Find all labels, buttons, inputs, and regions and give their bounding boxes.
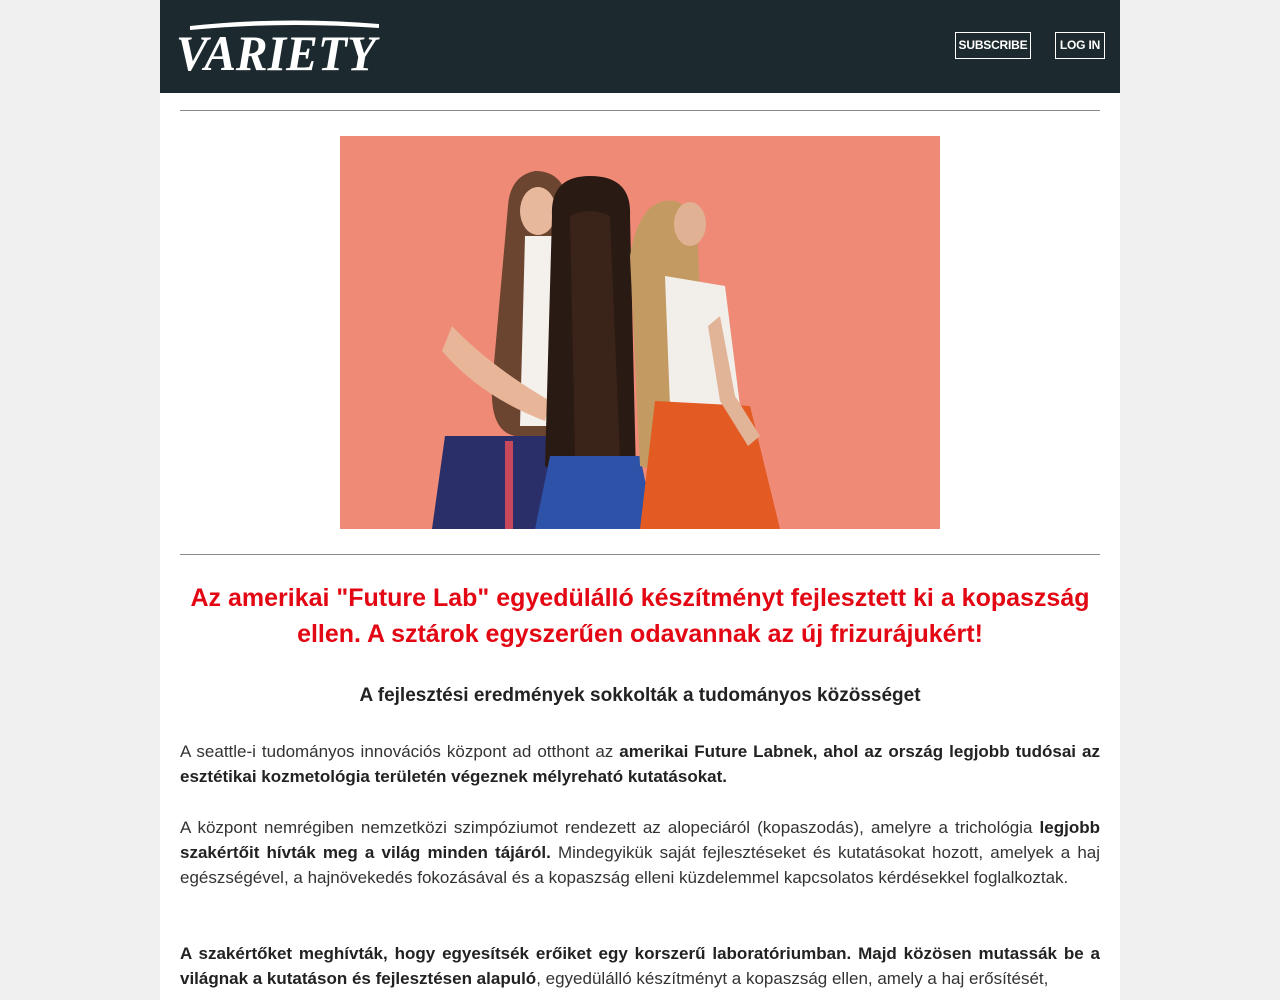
paragraph-1: A seattle-i tudományos innovációs központ ad otthont az amerikai Future Labnek, ahol az ország legjobb tudósai az esztétikai kozmetológia területén végeznek mélyreható kutatásokat. <box>180 742 1100 786</box>
paragraph-3: A szakértőket meghívták, hogy egyesítsék erőiket egy korszerű laboratóriumban. Majd közösen mutassák be a világnak a kutatáson és fejlesztésen alapuló, egyedülálló készítményt a kopaszság ellen, amely a haj erősítését, <box>180 944 1100 988</box>
article-headline: Az amerikai "Future Lab" egyedülálló készítményt fejlesztett ki a kopaszság ellen. A sztárok egyszerűen odavannak az új frizurájukért! <box>190 584 1090 648</box>
variety-logo[interactable] <box>174 14 382 76</box>
svg-text:VARIETY: VARIETY <box>176 25 381 76</box>
paragraph-2: A központ nemrégiben nemzetközi szimpóziumot rendezett az alopeciáról (kopaszodás), amelyre a trichológia legjobb szakértőit hívták meg a világ minden tájáról. Mindegyikük saját fejlesztéseket és kutatásokat hozott, amelyek a haj egészségével, a hajnövekedés fokozásával és a kopaszság elleni küzdelemmel kapcsolatos kérdésekkel foglalkoztak. <box>180 818 1100 887</box>
divider-top <box>180 110 1100 111</box>
login-button[interactable]: LOG IN <box>1055 32 1105 59</box>
article-subheadline: A fejlesztési eredmények sokkolták a tudományos közösséget <box>359 685 921 706</box>
hero-image <box>340 136 940 529</box>
site-header <box>160 0 1120 93</box>
divider-bottom <box>180 554 1100 555</box>
subscribe-button[interactable]: SUBSCRIBE <box>955 32 1031 59</box>
page <box>160 0 1120 1000</box>
